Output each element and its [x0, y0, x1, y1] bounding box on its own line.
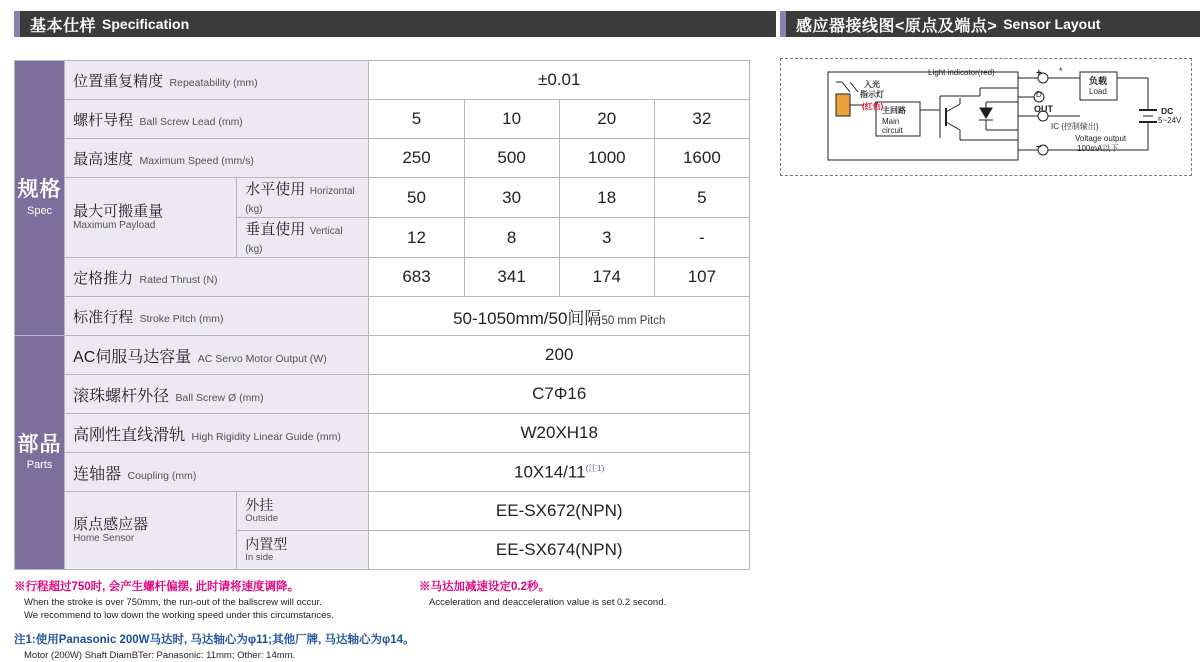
value-stroke-pitch [369, 297, 750, 336]
label-load-cn: 负载 [1089, 76, 1108, 86]
value-repeatability: ±0.01 [369, 61, 750, 100]
row-label-cn: 标准行程 [73, 308, 134, 326]
value-coupling-footnote: (注1) [585, 462, 605, 473]
row-label-maximum-speed [65, 139, 369, 178]
table-row [15, 297, 750, 336]
row-label-cn: 位置重复精度 [73, 72, 164, 90]
row-label-ac-servo-motor-output [65, 336, 369, 375]
row-label-en: Maximum Payload [73, 220, 156, 232]
value-linear-guide: W20XH18 [369, 414, 750, 453]
table-row [15, 61, 750, 100]
value-cell: 1000 [559, 139, 654, 178]
row-label-stroke-pitch [65, 297, 369, 336]
value-cell: 10 [464, 100, 559, 139]
label-in-light-cn2: 指示灯 [860, 90, 884, 99]
value-stroke-pitch-note: 50 mm Pitch [601, 314, 666, 327]
row-label-cn: 螺杆导程 [73, 111, 134, 129]
side-label-parts [15, 336, 65, 570]
notes-column-right [419, 580, 774, 623]
label-dc: DC [1161, 106, 1174, 116]
table-row [15, 492, 750, 531]
notes-section [14, 580, 774, 662]
value-ac-servo-motor-output: 200 [369, 336, 750, 375]
row-label-linear-guide [65, 414, 369, 453]
value-cell: 50 [369, 178, 464, 218]
label-main-circuit-cn: 主回路 [882, 106, 906, 115]
value-cell: 174 [559, 258, 654, 297]
table-row [15, 100, 750, 139]
side-label-spec-en: Spec [26, 204, 53, 217]
table-row [15, 414, 750, 453]
side-label-parts-en: Parts [26, 459, 53, 472]
row-label-ball-screw-diameter [65, 375, 369, 414]
row-sublabel-en: Vertical (kg) [245, 226, 343, 255]
row-sublabel-en: Outside [245, 512, 279, 524]
row-label-cn: 高刚性直线滑轨 [73, 426, 186, 444]
row-label-en: Maximum Speed (mm/s) [139, 154, 254, 167]
value-cell: 5 [654, 178, 749, 218]
value-cell: 500 [464, 139, 559, 178]
note-acceleration-en: Acceleration and deacceleration value is set 0.2 second. [429, 596, 667, 608]
label-in-light-cn: 入光 [864, 80, 880, 89]
section-header-specification [14, 11, 776, 37]
row-sublabel-horizontal [237, 178, 369, 218]
row-label-maximum-payload [65, 178, 237, 258]
value-cell: 32 [654, 100, 749, 139]
note-stroke-warning: ※行程超过750时, 会产生螺杆偏摆, 此时请将速度调降。 [14, 581, 299, 593]
value-cell: 250 [369, 139, 464, 178]
header-accent-bar-sensor [780, 11, 786, 37]
specification-table [14, 60, 750, 570]
row-label-en: Rated Thrust (N) [139, 273, 218, 286]
table-row [15, 453, 750, 492]
row-sublabel-outside [237, 492, 369, 531]
table-row [15, 139, 750, 178]
header-accent-bar [14, 11, 20, 37]
sensor-layout-diagram [780, 58, 1192, 183]
row-label-coupling [65, 453, 369, 492]
notes-column-left [14, 580, 419, 623]
row-label-cn: 滚珠螺杆外径 [73, 387, 170, 405]
row-label-en: Stroke Pitch (mm) [139, 312, 224, 325]
side-label-spec [15, 61, 65, 336]
value-cell: 5 [369, 100, 464, 139]
row-sublabel-cn: 水平使用 [245, 181, 306, 198]
row-sublabel-en: In side [245, 551, 274, 563]
note-acceleration: ※马达加减速设定0.2秒。 [419, 581, 550, 593]
row-sublabel-cn: 内置型 [245, 535, 288, 552]
label-out-terminal: OUT [1034, 104, 1053, 114]
section-header-sensor-cn: 感应器接线图<原点及端点> [796, 17, 998, 35]
value-stroke-pitch-main: 50-1050mm/50间隔 [453, 308, 602, 328]
value-cell: - [654, 218, 749, 258]
label-star-terminal: * [1059, 66, 1063, 76]
row-sublabel-vertical [237, 218, 369, 258]
value-ball-screw-diameter: C7Φ16 [369, 375, 750, 414]
row-label-cn: 连轴器 [73, 465, 122, 483]
value-cell: 18 [559, 178, 654, 218]
row-label-cn: 定格推力 [73, 269, 134, 287]
value-coupling [369, 453, 750, 492]
notes-columns [14, 580, 774, 623]
row-label-en: Ball Screw Lead (mm) [139, 115, 243, 128]
value-cell: 12 [369, 218, 464, 258]
label-light-indicator: Light indicator(red) [928, 68, 995, 77]
row-sublabel-en: Horizontal (kg) [245, 186, 355, 215]
specification-table-wrapper [14, 60, 750, 570]
value-home-sensor-outside: EE-SX672(NPN) [369, 492, 750, 531]
label-voltage-output-en: Voltage output [1075, 134, 1127, 143]
value-cell: 341 [464, 258, 559, 297]
section-header-spec-en: Specification [102, 16, 190, 32]
value-cell: 30 [464, 178, 559, 218]
row-label-en: Home Sensor [73, 533, 135, 545]
row-sublabel-inside [237, 531, 369, 570]
label-main-circuit-en2: circuit [882, 126, 903, 135]
label-plus-terminal: + [1036, 68, 1042, 79]
row-sublabel-cn: 外挂 [245, 496, 274, 513]
row-label-repeatability [65, 61, 369, 100]
table-row [15, 336, 750, 375]
row-label-en: Ball Screw Ø (mm) [175, 391, 264, 404]
side-label-parts-cn: 部品 [17, 432, 62, 456]
row-label-cn: 最高速度 [73, 150, 134, 168]
label-d-terminal: D [1036, 90, 1042, 99]
row-label-cn: AC伺服马达容量 [73, 348, 192, 366]
value-cell: 3 [559, 218, 654, 258]
row-label-en: AC Servo Motor Output (W) [197, 352, 327, 365]
table-row [15, 258, 750, 297]
label-voltage-output-cn: 100mA以下 [1077, 144, 1119, 153]
note-footnote-1-en: Motor (200W) Shaft DiamBTer: Panasonic: 11mm; Other: 14mm. [24, 649, 296, 661]
row-label-en: Coupling (mm) [127, 469, 197, 482]
label-ic-output: IC (控制输出) [1051, 122, 1099, 131]
note-footnote-1: 注1:使用Panasonic 200W马达时, 马达轴心为φ11;其他厂牌, 马达轴心为φ14。 [14, 634, 415, 647]
row-label-ball-screw-lead [65, 100, 369, 139]
section-header-spec-cn: 基本仕样 [30, 17, 97, 35]
row-label-rated-thrust [65, 258, 369, 297]
label-main-circuit-en1: Main [882, 117, 900, 126]
value-cell: 8 [464, 218, 559, 258]
value-cell: 1600 [654, 139, 749, 178]
value-cell: 683 [369, 258, 464, 297]
value-home-sensor-inside: EE-SX674(NPN) [369, 531, 750, 570]
row-label-cn: 最大可搬重量 [73, 202, 164, 220]
value-cell: 20 [559, 100, 654, 139]
value-cell: 107 [654, 258, 749, 297]
row-label-cn: 原点感应器 [73, 515, 149, 533]
row-label-en: High Rigidity Linear Guide (mm) [191, 430, 341, 443]
side-label-spec-cn: 规格 [17, 178, 62, 202]
row-sublabel-cn: 垂直使用 [245, 221, 306, 238]
row-label-en: Repeatability (mm) [169, 76, 258, 89]
label-in-light-red: (红色) [862, 102, 884, 111]
note-stroke-warning-en-2: We recommend to low down the working speed under this circumstances. [24, 610, 334, 622]
table-row [15, 375, 750, 414]
label-minus-terminal: − [1036, 142, 1042, 153]
label-load-en: Load [1089, 87, 1107, 96]
row-label-home-sensor [65, 492, 237, 570]
note-stroke-warning-en-1: When the stroke is over 750mm, the run-out of the ballscrew will occur. [24, 596, 322, 608]
value-coupling-main: 10X14/11 [514, 462, 586, 482]
label-dc-value: 5~24V [1158, 116, 1182, 125]
section-header-sensor-layout [780, 11, 1200, 37]
section-header-sensor-en: Sensor Layout [1003, 16, 1101, 32]
table-row [15, 178, 750, 218]
